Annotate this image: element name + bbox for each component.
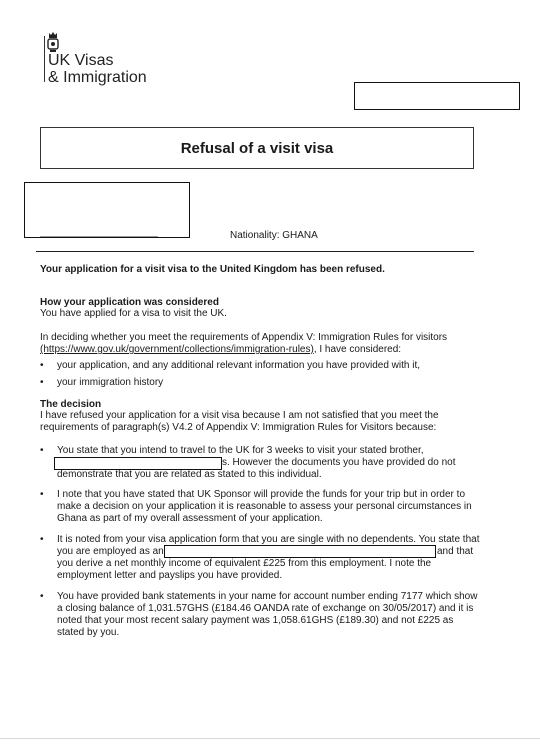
decision-intro-1: I have refused your application for a visit visa because I am not satisfied that you meet the: [40, 410, 439, 421]
b1-line2: s. However the documents you have provided do not: [222, 457, 456, 468]
b2-line1: I note that you have stated that UK Sponsor will provide the funds for your trip but in order to: [57, 489, 466, 500]
refusal-headline: Your application for a visit visa to the United Kingdom has been refused.: [40, 264, 385, 275]
bullet-icon: •: [40, 591, 44, 602]
nationality-label: Nationality:: [230, 230, 280, 241]
logo-wordmark: [48, 52, 147, 86]
decision-intro-2: requirements of paragraph(s) V4.2 of Appendix V: Immigration Rules for Visitors because:: [40, 422, 437, 433]
b3-line3: you derive a net monthly income of equivalent £225 from this employment. I note the: [57, 558, 432, 569]
b4-line4: stated by you.: [57, 627, 120, 638]
bullet-text: your immigration history: [57, 377, 164, 388]
considered-para-line2: [40, 344, 401, 356]
immigration-rules-link[interactable]: (https://www.gov.uk/government/collections/immigration-rules): [40, 344, 314, 355]
scan-edge: [0, 738, 540, 739]
header-divider: [36, 251, 474, 252]
b1-line3: demonstrate that you are related as stated to this individual.: [57, 469, 322, 480]
considered-bullet-2: [40, 377, 164, 389]
bullet-icon: •: [40, 377, 44, 388]
b4-line2: a closing balance of 1,031.57GHS (£184.46 OANDA rate of exchange on 30/05/2017) and it is: [57, 603, 474, 614]
b2-line2: make a decision on your application it is reasonable to assess your personal circumstances in: [57, 501, 472, 512]
logo-line-2: & Immigration: [48, 69, 147, 86]
logo-line-1: UK Visas: [48, 52, 114, 69]
b3-line4: employment letter and payslips you have provided.: [57, 570, 283, 581]
logo-divider: [44, 36, 45, 82]
redacted-reference-box: [354, 82, 520, 110]
nationality-line: [230, 230, 318, 241]
considered-para-line1: In deciding whether you meet the requirements of Appendix V: Immigration Rules for visitors: [40, 332, 448, 343]
b1-line1: You state that you intend to travel to the UK for 3 weeks to visit your stated brother,: [57, 445, 424, 456]
bullet-text: your application, and any additional relevant information you have provided with it,: [57, 360, 420, 371]
b3-line2a: you are employed as an: [57, 546, 164, 557]
considered-line1: You have applied for a visa to visit the UK.: [40, 308, 227, 319]
considered-para-tail: , I have considered:: [313, 344, 402, 355]
bullet-icon: •: [40, 534, 44, 545]
considered-heading: How your application was considered: [40, 297, 219, 308]
bullet-icon: •: [40, 360, 44, 371]
b4-line3: noted that your most recent salary payment was 1,058.61GHS (£189.30) and not £225 as: [57, 615, 454, 626]
redacted-applicant-box: [24, 182, 190, 238]
bullet-icon: •: [40, 445, 44, 456]
decision-heading: The decision: [40, 399, 102, 410]
title-box: [40, 127, 474, 169]
page-title: Refusal of a visit visa: [180, 139, 334, 157]
redacted-occupation: [164, 545, 436, 558]
nationality-value: GHANA: [282, 230, 318, 241]
b4-line1: You have provided bank statements in your name for account number ending 7177 which show: [57, 591, 478, 602]
bullet-icon: •: [40, 489, 44, 500]
redacted-underline: [40, 236, 158, 237]
b3-line1: It is noted from your visa application form that you are single with no dependents. You state that: [57, 534, 480, 545]
considered-bullet-1: [40, 360, 420, 372]
b2-line3: Ghana as part of my overall assessment of your application.: [57, 513, 323, 524]
b3-line2b: and that: [437, 546, 474, 557]
